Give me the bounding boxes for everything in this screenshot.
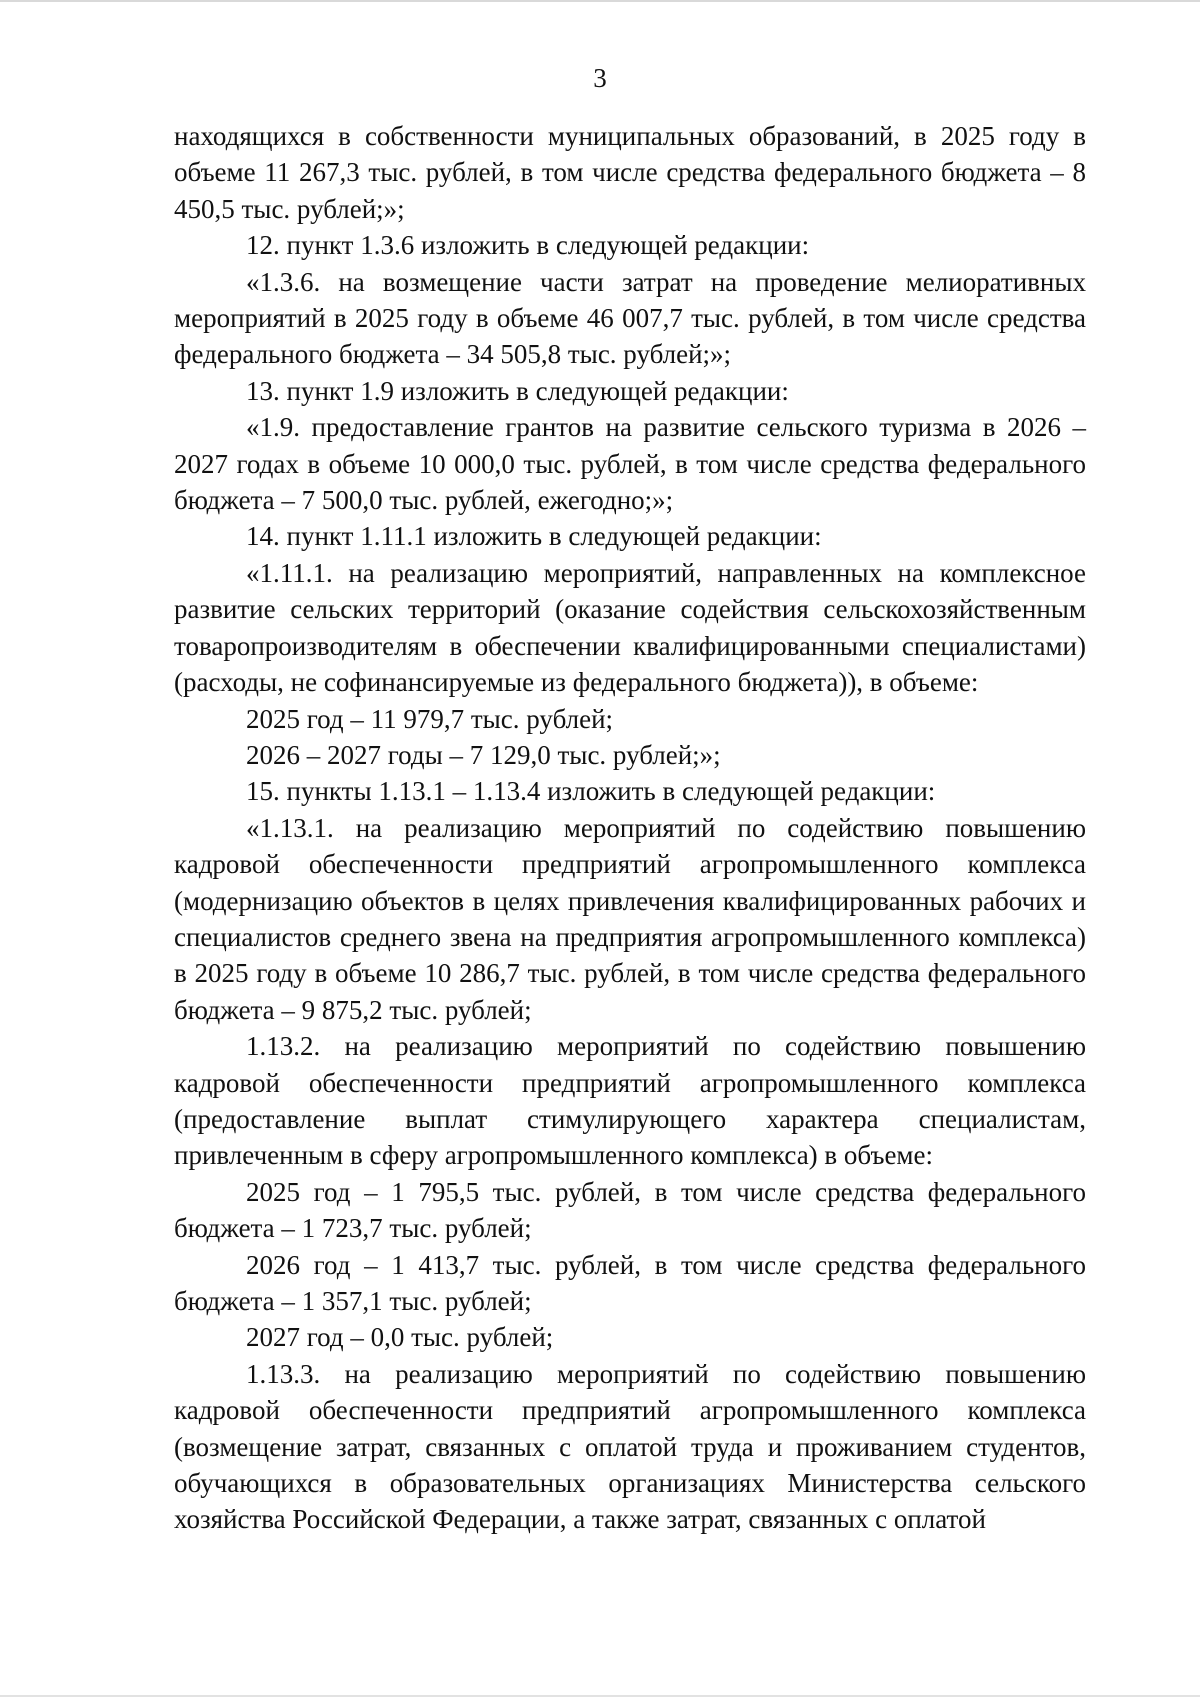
paragraph-amount-2026-b: 2026 год – 1 413,7 тыс. рублей, в том числе средства федерального бюджета – 1 357,1 тыс. рублей; (174, 1249, 1086, 1316)
paragraph-clause-1-3-6: «1.3.6. на возмещение части затрат на проведение мелиоративных мероприятий в 2025 году в объеме 46 007,7 тыс. рублей, в том числе средства федерального бюджета – 34 505,8 тыс. рублей;»; (174, 266, 1086, 370)
paragraph-continuation: находящихся в собственности муниципальных образований, в 2025 году в объеме 11 267,3 тыс. рублей, в том числе средства федерального бюджета – 8 450,5 тыс. рублей;»; (174, 121, 1086, 224)
paragraph-clause-1-13-3: 1.13.3. на реализацию мероприятий по содействию повышению кадровой обеспеченности предприятий агропромышленного комплекса (возмещение затрат, связанных с оплатой труда и проживанием студентов, обучающихся в образовательных организациях Министерства сельского хозяйства Российской Федерации, а также затрат, связанных с оплатой (174, 1358, 1086, 1535)
paragraph-amount-2026-2027: 2026 – 2027 годы – 7 129,0 тыс. рублей;»; (246, 739, 721, 770)
paragraph-item-14: 14. пункт 1.11.1 изложить в следующей редакции: (246, 521, 822, 552)
paragraph-item-13: 13. пункт 1.9 изложить в следующей редакции: (246, 375, 789, 406)
paragraph-item-15: 15. пункты 1.13.1 – 1.13.4 изложить в следующей редакции: (246, 776, 936, 807)
paragraph-amount-2027: 2027 год – 0,0 тыс. рублей; (246, 1322, 554, 1353)
paragraph-item-12: 12. пункт 1.3.6 изложить в следующей редакции: (246, 230, 810, 261)
paragraph-amount-2025: 2025 год – 11 979,7 тыс. рублей; (246, 703, 614, 734)
paragraph-clause-1-13-2: 1.13.2. на реализацию мероприятий по содействию повышению кадровой обеспеченности предприятий агропромышленного комплекса (предоставление выплат стимулирующего характера специалистам, привлеченным в сферу агропромышленного комплекса) в объеме: (174, 1031, 1086, 1171)
paragraph-clause-1-11-1: «1.11.1. на реализацию мероприятий, направленных на комплексное развитие сельских территорий (оказание содействия сельскохозяйственным товаропроизводителям в обеспечении квалифицированными специалистами) (расходы, не софинансируемые из федерального бюджета)), в объеме: (174, 557, 1086, 698)
document-body (174, 118, 1086, 1538)
scan-edge-top (0, 0, 1200, 2)
page-number: 3 (593, 63, 607, 93)
paragraph-amount-2025-b: 2025 год – 1 795,5 тыс. рублей, в том числе средства федерального бюджета – 1 723,7 тыс. рублей; (174, 1176, 1086, 1244)
paragraph-clause-1-13-1: «1.13.1. на реализацию мероприятий по содействию повышению кадровой обеспеченности предприятий агропромышленного комплекса (модернизацию объектов в целях привлечения квалифицированных рабочих и специалистов среднего звена на предприятия агропромышленного комплекса) в 2025 году в объеме 10 286,7 тыс. рублей, в том числе средства федерального бюджета – 9 875,2 тыс. рублей; (174, 812, 1086, 1025)
paragraph-clause-1-9: «1.9. предоставление грантов на развитие сельского туризма в 2026 – 2027 годах в объеме 10 000,0 тыс. рублей, в том числе средства федерального бюджета – 7 500,0 тыс. рублей, ежегодно;»; (174, 412, 1086, 516)
